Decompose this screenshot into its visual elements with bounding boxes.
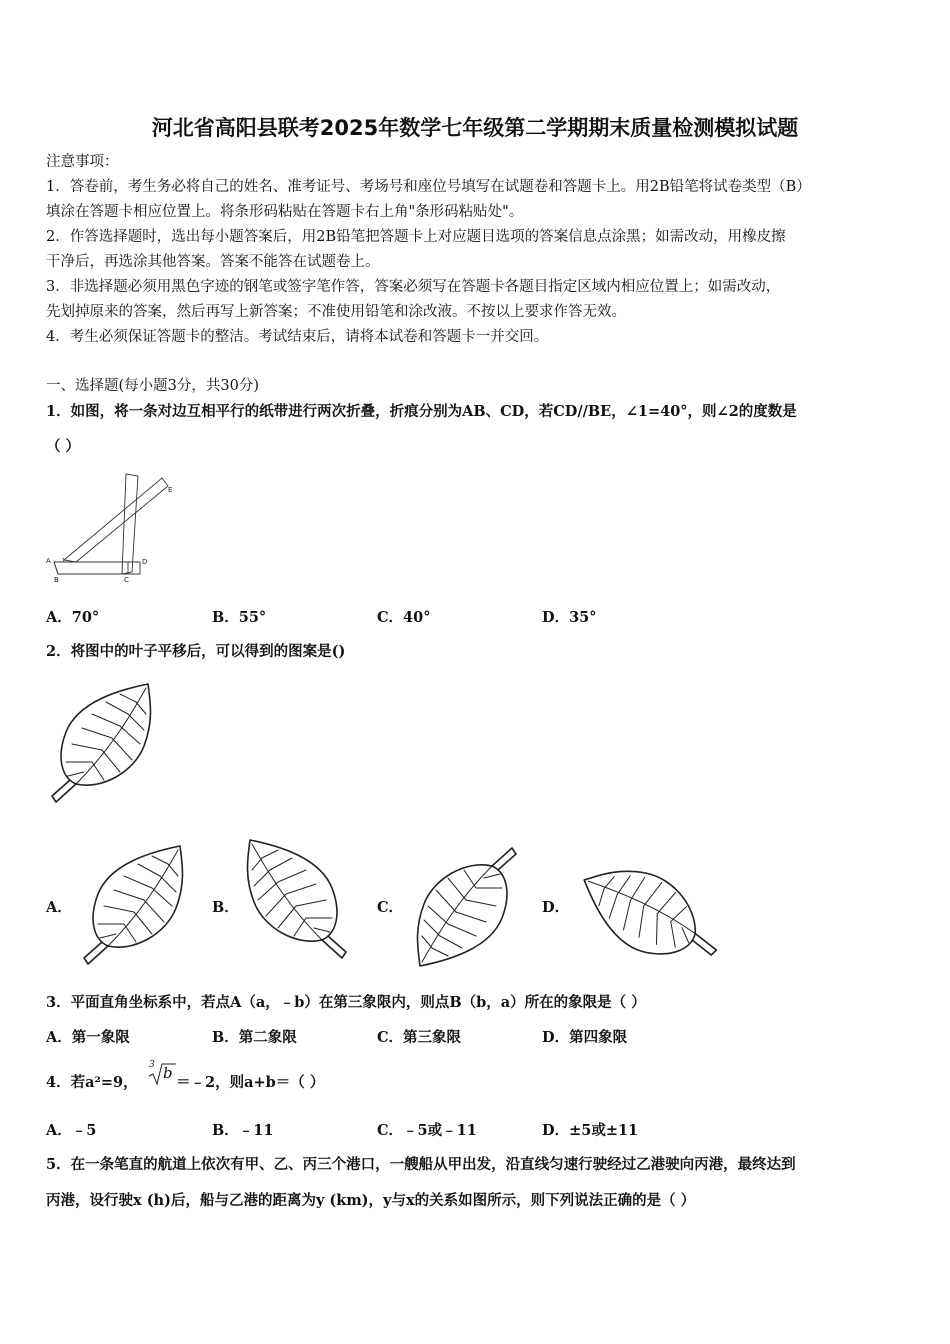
q2-text [46, 639, 345, 664]
notice-line-4: 干净后，再选涂其他答案。答案不能答在试题卷上。 [46, 254, 380, 270]
q2-option-b-label[interactable]: B． [212, 899, 239, 916]
q1-paren: （ ） [46, 438, 81, 455]
q2-option-c-label[interactable]: C． [377, 899, 404, 916]
q5-text-line-2: 丙港，设行驶x (h)后，船与乙港的距离为y (km)，y与x的关系如图所示，则下列说法正确的是（ ） [46, 1192, 696, 1209]
q2-option-b-leaf[interactable] [240, 836, 350, 964]
q3-text [46, 990, 646, 1015]
notice-line-3: 2．作答选择题时，选出每小题答案后，用2B铅笔把答题卡上对应题目选项的答案信息点涂黑；如需改动，用橡皮擦 [46, 229, 786, 245]
root-index: 3 [149, 1060, 155, 1070]
section-heading: 一、选择题(每小题3分，共30分) [46, 378, 259, 394]
q2-number: 2． [46, 643, 71, 660]
notice-heading: 注意事项： [46, 154, 119, 170]
q4-number: 4． [46, 1074, 71, 1091]
q3-option-b[interactable]: B．第二象限 [212, 1029, 297, 1046]
q4-stem-post: ＝﹣2，则a+b＝（ ） [176, 1074, 325, 1091]
label-e: E [168, 486, 173, 494]
label-d: D [142, 558, 148, 566]
q1-number: 1． [46, 403, 71, 420]
q2-option-c-leaf[interactable] [405, 842, 525, 972]
page-title: 河北省高阳县联考2025年数学七年级第二学期期末质量检测模拟试题 [151, 116, 799, 140]
q1-text [46, 399, 797, 424]
q3-number: 3． [46, 994, 71, 1011]
q5-text-line-1 [46, 1152, 796, 1177]
q1-option-c[interactable]: C．40° [377, 609, 431, 626]
q3-option-d[interactable]: D．第四象限 [542, 1029, 628, 1046]
label-angle-1: 1 [62, 558, 66, 564]
fold-strip-bottom [54, 562, 140, 574]
q1-figure [44, 470, 184, 585]
q4-option-a[interactable]: A．﹣5 [46, 1122, 97, 1139]
q4-option-d[interactable]: D．±5或±11 [542, 1122, 639, 1139]
q2-option-a-leaf[interactable] [80, 842, 190, 970]
q4-cube-root [147, 1060, 177, 1086]
fold-strip-vertical [122, 474, 138, 574]
q3-option-a[interactable]: A．第一象限 [46, 1029, 130, 1046]
q4-option-c[interactable]: C．﹣5或﹣11 [377, 1122, 477, 1139]
notice-line-7: 4．考生必须保证答题卡的整洁。考试结束后，请将本试卷和答题卡一并交回。 [46, 329, 549, 345]
q5-stem-1: 在一条笔直的航道上依次有甲、乙、丙三个港口，一艘船从甲出发，沿直线匀速行驶经过乙港驶向丙港，最终达到 [70, 1156, 796, 1173]
q2-original-leaf [48, 680, 158, 808]
q4-option-b[interactable]: B．﹣11 [212, 1122, 274, 1139]
q2-option-d-leaf[interactable] [582, 850, 717, 965]
q5-number: 5． [46, 1156, 71, 1173]
q4-stem-pre: 若a²=9， [70, 1074, 138, 1091]
q3-stem: 平面直角坐标系中，若点A（a，﹣b）在第三象限内，则点B（b，a）所在的象限是（ ） [70, 994, 646, 1011]
q1-option-b[interactable]: B．55° [212, 609, 267, 626]
q2-stem: 将图中的叶子平移后，可以得到的图案是() [70, 643, 346, 660]
q3-option-c[interactable]: C．第三象限 [377, 1029, 462, 1046]
root-variable: b [163, 1064, 173, 1082]
label-b: B [54, 576, 59, 584]
notice-line-5: 3．非选择题必须用黑色字迹的钢笔或签字笔作答，答案必须写在答题卡各题目指定区域内相应位置上；如需改动， [46, 279, 781, 295]
q2-option-d-label[interactable]: D． [542, 899, 570, 916]
q1-stem: 如图，将一条对边互相平行的纸带进行两次折叠，折痕分别为AB、CD，若CD//BE，∠1=40°，则∠2的度数是 [70, 403, 797, 420]
crease-ab [54, 562, 58, 574]
notice-line-6: 先划掉原来的答案，然后再写上新答案；不准使用铅笔和涂改液。不按以上要求作答无效。 [46, 304, 626, 320]
q1-option-d[interactable]: D．35° [542, 609, 597, 626]
label-a: A [46, 557, 51, 565]
q2-option-a-label[interactable]: A． [46, 899, 72, 916]
q4-text [46, 1070, 138, 1095]
notice-line-2: 填涂在答题卡相应位置上。将条形码粘贴在答题卡右上角"条形码粘贴处"。 [46, 204, 524, 220]
notice-line-1: 1．答卷前，考生务必将自己的姓名、准考证号、考场号和座位号填写在试题卷和答题卡上。用2B铅笔将试卷类型（B） [46, 179, 811, 195]
label-c: C [124, 576, 129, 584]
q1-option-a[interactable]: A．70° [46, 609, 100, 626]
fold-strip-diagonal [64, 478, 168, 562]
